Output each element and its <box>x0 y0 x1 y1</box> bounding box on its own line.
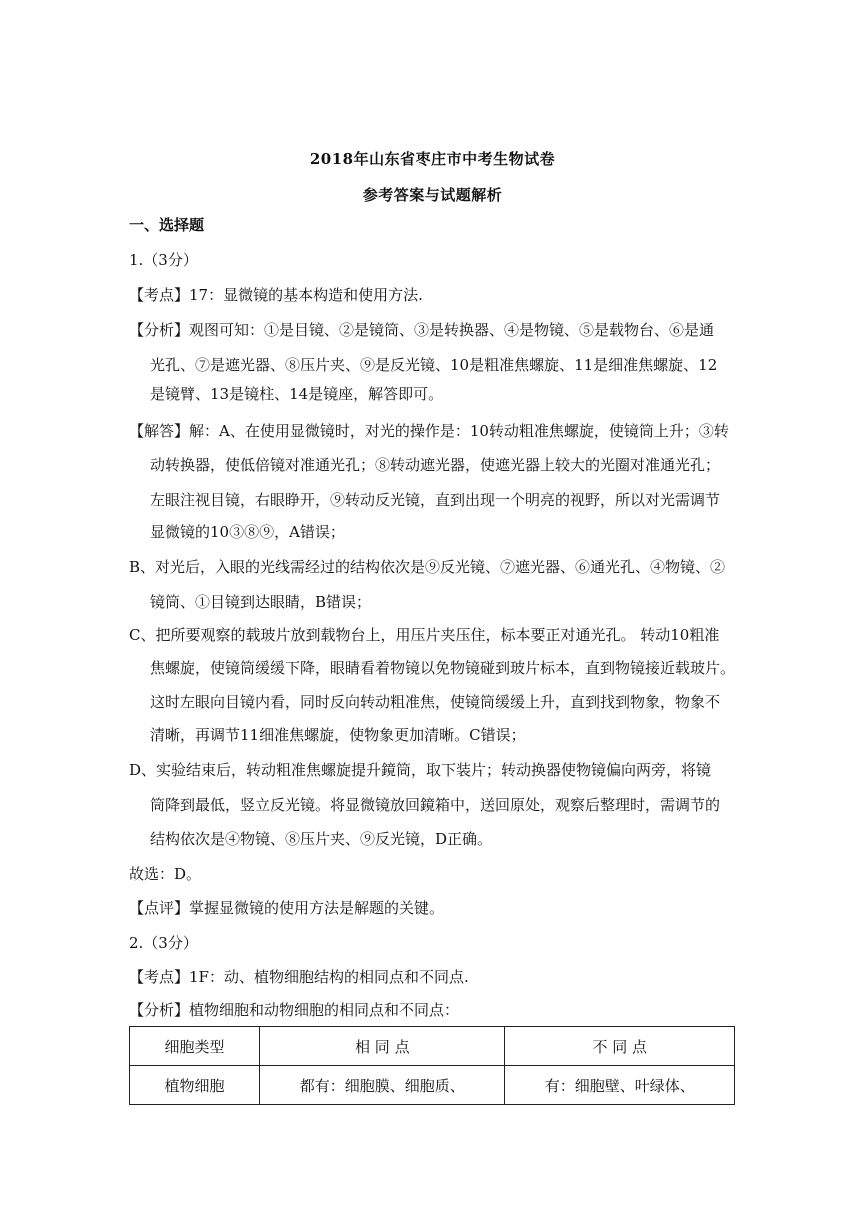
q1-option-c-line: 清晰，再调节11细准焦螺旋，使物象更加清晰。C错误； <box>150 726 526 744</box>
q2-header: 2.（3分） <box>129 934 198 952</box>
q1-dianping: 【点评】掌握显微镜的使用方法是解题的关键。 <box>129 899 445 917</box>
q2-fenxi: 【分析】植物细胞和动物细胞的相同点和不同点： <box>129 1001 460 1019</box>
document-title: 2018年山东省枣庄市中考生物试卷 <box>309 150 556 168</box>
q1-option-d-line: 结构依次是④物镜、⑧压片夹、⑨反光镜，D正确。 <box>150 830 493 848</box>
q1-jieda-line: 左眼注视目镜，右眼睁开，⑨转动反光镜，直到出现一个明亮的视野，所以对光需调节 <box>150 491 721 509</box>
table-cell: 植物细胞 <box>130 1066 260 1105</box>
q1-jieda-line: 动转换器，使低倍镜对准通光孔；⑧转动遮光器，使遮光器上较大的光圈对准通光孔； <box>150 456 721 474</box>
q2-kaodian: 【考点】1F：动、植物细胞结构的相同点和不同点. <box>129 968 469 986</box>
q1-option-b-line: B、对光后，入眼的光线需经过的结构依次是⑨反光镜、⑦遮光器、⑥通光孔、④物镜、② <box>129 558 726 576</box>
table-header-cell: 不 同 点 <box>505 1027 735 1066</box>
table-header-row <box>130 1027 735 1066</box>
q1-fenxi-line: 【分析】观图可知：①是目镜、②是镜筒、③是转换器、④是物镜、⑤是载物台、⑥是通 <box>129 321 715 339</box>
q1-option-c-line: 这时左眼向目镜内看，同时反向转动粗准焦，使镜筒缓缓上升，直到找到物象，物象不 <box>150 693 721 711</box>
table-header-cell: 细胞类型 <box>130 1027 260 1066</box>
document-subtitle: 参考答案与试题解析 <box>362 186 503 204</box>
q1-jieda-line: 显微镜的10③⑧⑨，A错误； <box>150 523 345 541</box>
q1-kaodian: 【考点】17：显微镜的基本构造和使用方法. <box>129 286 423 304</box>
q1-option-d-line: D、实验结束后，转动粗准焦螺旋提升鏡筒，取下装片；转动换器使物镜偏向两旁，将镜 <box>129 761 712 779</box>
q1-jieda-line: 【解答】解：A、在使用显微镜时，对光的操作是：10转动粗准焦螺旋，使镜筒上升；③转 <box>129 422 729 440</box>
q1-option-b-line: 镜筒、①目镜到达眼睛，B错误； <box>150 593 372 611</box>
cell-comparison-table <box>129 1026 735 1105</box>
q1-fenxi-line: 是镜臂、13是镜柱、14是镜座，解答即可。 <box>150 385 444 403</box>
table-cell: 都有：细胞膜、细胞质、 <box>260 1066 505 1105</box>
q1-option-c-line: 焦螺旋，使镜筒缓缓下降，眼睛看着物镜以免物镜碰到玻片标本，直到物镜接近载玻片。 <box>150 659 736 677</box>
q1-header: 1.（3分） <box>129 251 198 269</box>
q1-option-c-line: C、把所要观察的载玻片放到载物台上，用压片夹压住，标本要正对通光孔。 转动10粗准 <box>129 626 720 644</box>
table-cell: 有：细胞壁、叶绿体、 <box>505 1066 735 1105</box>
table-row <box>130 1066 735 1105</box>
q1-option-d-line: 筒降到最低，竖立反光镜。将显微镜放回鏡箱中，送回原处，观察后整理时，需调节的 <box>150 796 721 814</box>
q1-answer: 故选：D。 <box>129 865 202 883</box>
q1-fenxi-line: 光孔、⑦是遮光器、⑧压片夹、⑨是反光镜、10是粗准焦螺旋、11是细准焦螺旋、12 <box>150 356 718 374</box>
table-header-cell: 相 同 点 <box>260 1027 505 1066</box>
section-heading: 一、选择题 <box>129 216 205 234</box>
